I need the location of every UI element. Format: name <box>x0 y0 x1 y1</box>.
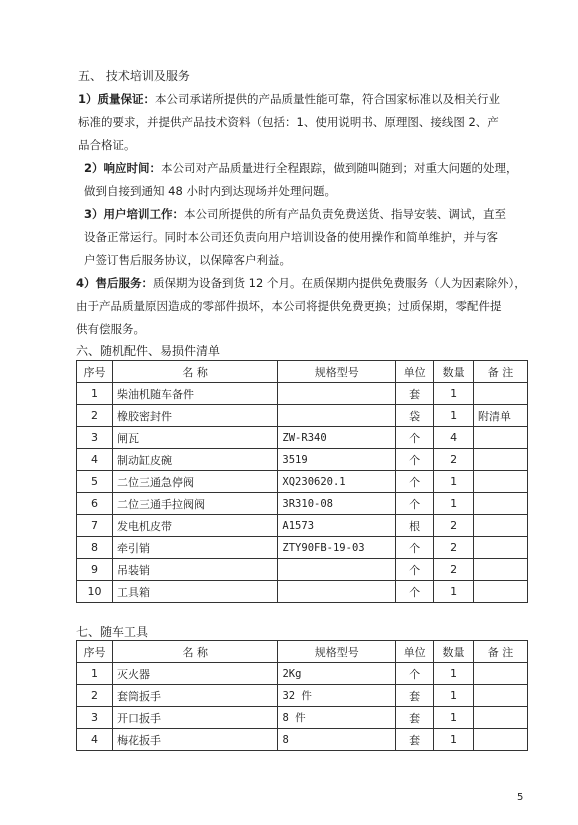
cell-name: 吊装销 <box>112 559 277 581</box>
quality-text-1: 本公司承诺所提供的产品质量性能可靠，符合国家标准以及相关行业 <box>155 92 501 106</box>
training-text-3: 户签订售后服务协议，以保障客户利益。 <box>84 253 291 267</box>
cell-remark <box>474 493 528 515</box>
cell-qty: 1 <box>434 685 474 707</box>
cell-no: 2 <box>77 685 113 707</box>
table-row <box>77 581 528 603</box>
training-label: 3）用户培训工作： <box>84 207 185 221</box>
quality-label: 1）质量保证： <box>78 92 156 106</box>
cell-remark <box>474 581 528 603</box>
cell-name: 二位三通急停阀 <box>112 471 277 493</box>
table-row <box>77 471 528 493</box>
cell-unit: 套 <box>396 685 434 707</box>
aftersales-text-1: 质保期为设备到货 12 个月。在质保期内提供免费服务（人为因素除外）， <box>153 276 526 290</box>
cell-unit: 个 <box>396 449 434 471</box>
col-header-remark: 备 注 <box>474 361 528 383</box>
response-text-1: 本公司对产品质量进行全程跟踪，做到随叫随到；对重大问题的处理， <box>161 161 518 175</box>
aftersales-paragraph-line1 <box>76 276 526 290</box>
col-header-no: 序号 <box>77 641 113 663</box>
cell-qty: 1 <box>434 493 474 515</box>
cell-name: 开口扳手 <box>112 707 277 729</box>
col-header-no: 序号 <box>77 361 113 383</box>
cell-name: 二位三通手拉阀阀 <box>112 493 277 515</box>
table-row <box>77 427 528 449</box>
cell-remark <box>474 471 528 493</box>
col-header-qty: 数量 <box>434 361 474 383</box>
section7-heading: 七、随车工具 <box>76 625 149 639</box>
cell-spec: 3R310-08 <box>278 493 396 515</box>
cell-unit: 套 <box>396 707 434 729</box>
cell-spec: 32 件 <box>278 685 396 707</box>
table-row <box>77 405 528 427</box>
cell-qty: 1 <box>434 383 474 405</box>
quality-text-2: 标准的要求，并提供产品技术资料（包括：1、使用说明书、原理图、接线图 2、产 <box>78 115 499 129</box>
cell-unit: 套 <box>396 383 434 405</box>
cell-qty: 2 <box>434 537 474 559</box>
table-row <box>77 515 528 537</box>
cell-no: 3 <box>77 427 113 449</box>
table-row <box>77 537 528 559</box>
cell-unit: 套 <box>396 729 434 751</box>
training-paragraph-line1 <box>84 207 506 221</box>
cell-name: 闸瓦 <box>112 427 277 449</box>
cell-remark: 附清单 <box>474 405 528 427</box>
cell-no: 4 <box>77 449 113 471</box>
cell-name: 工具箱 <box>112 581 277 603</box>
table-row <box>77 559 528 581</box>
spare-parts-table <box>76 360 528 603</box>
cell-qty: 1 <box>434 707 474 729</box>
tools-header-row <box>77 641 528 663</box>
col-header-unit: 单位 <box>396 641 434 663</box>
training-text-2: 设备正常运行。同时本公司还负责向用户培训设备的使用操作和简单维护，并与客 <box>84 230 498 244</box>
cell-remark <box>474 707 528 729</box>
table-row <box>77 685 528 707</box>
spare-parts-header-row <box>77 361 528 383</box>
cell-remark <box>474 383 528 405</box>
aftersales-text-2: 由于产品质量原因造成的零部件损坏，本公司将提供免费更换；过质保期，零配件提 <box>76 299 502 313</box>
col-header-spec: 规格型号 <box>278 361 396 383</box>
section5-heading: 五、 技术培训及服务 <box>78 69 190 83</box>
cell-spec <box>278 581 396 603</box>
cell-name: 牵引销 <box>112 537 277 559</box>
cell-remark <box>474 559 528 581</box>
cell-remark <box>474 427 528 449</box>
cell-spec: 3519 <box>278 449 396 471</box>
cell-spec <box>278 383 396 405</box>
cell-remark <box>474 685 528 707</box>
aftersales-label: 4）售后服务： <box>76 276 154 290</box>
cell-qty: 2 <box>434 559 474 581</box>
cell-name: 制动缸皮碗 <box>112 449 277 471</box>
cell-spec <box>278 405 396 427</box>
col-header-name: 名 称 <box>112 641 277 663</box>
cell-remark <box>474 729 528 751</box>
cell-unit: 个 <box>396 581 434 603</box>
col-header-spec: 规格型号 <box>278 641 396 663</box>
cell-remark <box>474 537 528 559</box>
col-header-unit: 单位 <box>396 361 434 383</box>
response-text-2: 做到自接到通知 48 小时内到达现场并处理问题。 <box>84 184 336 198</box>
cell-no: 8 <box>77 537 113 559</box>
col-header-name: 名 称 <box>112 361 277 383</box>
cell-remark <box>474 515 528 537</box>
col-header-qty: 数量 <box>434 641 474 663</box>
cell-name: 套筒扳手 <box>112 685 277 707</box>
cell-unit: 个 <box>396 427 434 449</box>
cell-spec <box>278 559 396 581</box>
cell-spec: A1573 <box>278 515 396 537</box>
cell-spec: 2Kg <box>278 663 396 685</box>
cell-spec: XQ230620.1 <box>278 471 396 493</box>
cell-qty: 4 <box>434 427 474 449</box>
cell-name: 梅花扳手 <box>112 729 277 751</box>
cell-name: 橡胶密封件 <box>112 405 277 427</box>
cell-no: 5 <box>77 471 113 493</box>
cell-spec: ZTY90FB-19-03 <box>278 537 396 559</box>
cell-qty: 1 <box>434 405 474 427</box>
cell-spec: ZW-R340 <box>278 427 396 449</box>
cell-no: 4 <box>77 729 113 751</box>
cell-no: 1 <box>77 383 113 405</box>
section6-heading: 六、随机配件、易损件清单 <box>76 344 221 358</box>
cell-no: 6 <box>77 493 113 515</box>
cell-no: 3 <box>77 707 113 729</box>
cell-no: 10 <box>77 581 113 603</box>
cell-unit: 个 <box>396 663 434 685</box>
cell-no: 7 <box>77 515 113 537</box>
col-header-remark: 备 注 <box>474 641 528 663</box>
page-number: 5 <box>517 792 524 803</box>
response-label: 2）响应时间： <box>84 161 162 175</box>
quality-text-3: 品合格证。 <box>78 138 136 152</box>
cell-name: 灭火器 <box>112 663 277 685</box>
cell-name: 发电机皮带 <box>112 515 277 537</box>
cell-qty: 1 <box>434 729 474 751</box>
table-row <box>77 449 528 471</box>
cell-unit: 个 <box>396 537 434 559</box>
aftersales-text-3: 供有偿服务。 <box>76 322 145 336</box>
quality-paragraph-line1 <box>78 92 500 106</box>
tools-table <box>76 640 528 751</box>
cell-qty: 1 <box>434 471 474 493</box>
cell-spec: 8 件 <box>278 707 396 729</box>
response-paragraph-line1 <box>84 161 518 175</box>
cell-unit: 根 <box>396 515 434 537</box>
table-row <box>77 383 528 405</box>
table-row <box>77 707 528 729</box>
table-row <box>77 663 528 685</box>
cell-remark <box>474 449 528 471</box>
training-text-1: 本公司所提供的所有产品负责免费送货、指导安装、调试，直至 <box>184 207 507 221</box>
cell-spec: 8 <box>278 729 396 751</box>
cell-name: 柴油机随车备件 <box>112 383 277 405</box>
cell-unit: 袋 <box>396 405 434 427</box>
cell-unit: 个 <box>396 471 434 493</box>
table-row <box>77 729 528 751</box>
cell-no: 2 <box>77 405 113 427</box>
cell-qty: 1 <box>434 663 474 685</box>
table-row <box>77 493 528 515</box>
cell-qty: 1 <box>434 581 474 603</box>
cell-no: 1 <box>77 663 113 685</box>
cell-unit: 个 <box>396 559 434 581</box>
cell-qty: 2 <box>434 449 474 471</box>
cell-no: 9 <box>77 559 113 581</box>
cell-unit: 个 <box>396 493 434 515</box>
cell-remark <box>474 663 528 685</box>
cell-qty: 2 <box>434 515 474 537</box>
